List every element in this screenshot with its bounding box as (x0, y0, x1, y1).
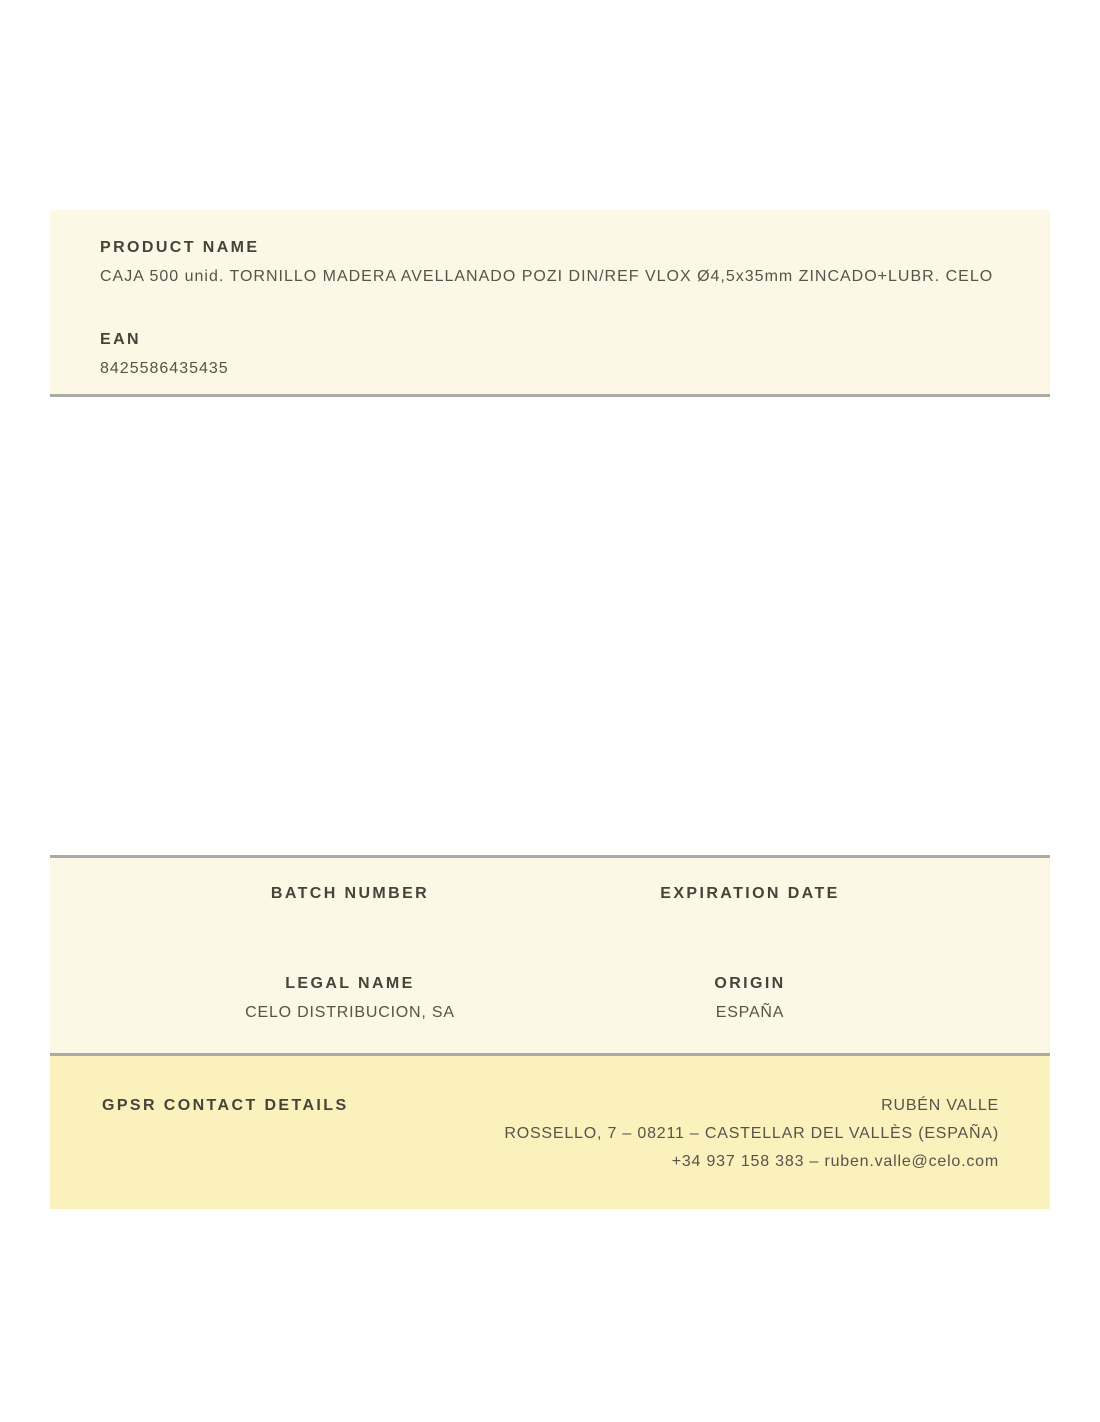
legal-name-label: LEGAL NAME (285, 975, 415, 992)
origin-label: ORIGIN (714, 975, 786, 992)
gpsr-section (50, 1056, 1050, 1209)
gpsr-contact-address: ROSSELLO, 7 – 08211 – CASTELLAR DEL VALLÈS (ESPAÑA) (504, 1125, 999, 1142)
ean-field (100, 330, 1000, 380)
origin-value: ESPAÑA (715, 1004, 785, 1021)
product-name-label: PRODUCT NAME (100, 239, 260, 256)
product-section (50, 210, 1050, 397)
ean-label: EAN (100, 331, 141, 348)
batch-legal-column (150, 884, 550, 1053)
gpsr-title: GPSR CONTACT DETAILS (102, 1097, 349, 1114)
gpsr-contact-block (504, 1092, 999, 1176)
gpsr-contact-name: RUBÉN VALLE (881, 1097, 999, 1114)
gpsr-contact-phone-email: +34 937 158 383 – ruben.valle@celo.com (671, 1153, 999, 1170)
product-name-value: CAJA 500 unid. TORNILLO MADERA AVELLANADO POZI DIN/REF VLOX Ø4,5x35mm ZINCADO+LUBR. CELO (100, 268, 994, 285)
product-name-field (100, 238, 1000, 288)
legal-name-value: CELO DISTRIBUCION, SA (245, 1004, 455, 1021)
batch-number-label: BATCH NUMBER (270, 885, 430, 902)
expiration-origin-column (550, 884, 950, 1053)
expiration-date-label: EXPIRATION DATE (660, 885, 840, 902)
ean-value: 8425586435435 (100, 360, 229, 377)
batch-origin-section (50, 855, 1050, 1056)
